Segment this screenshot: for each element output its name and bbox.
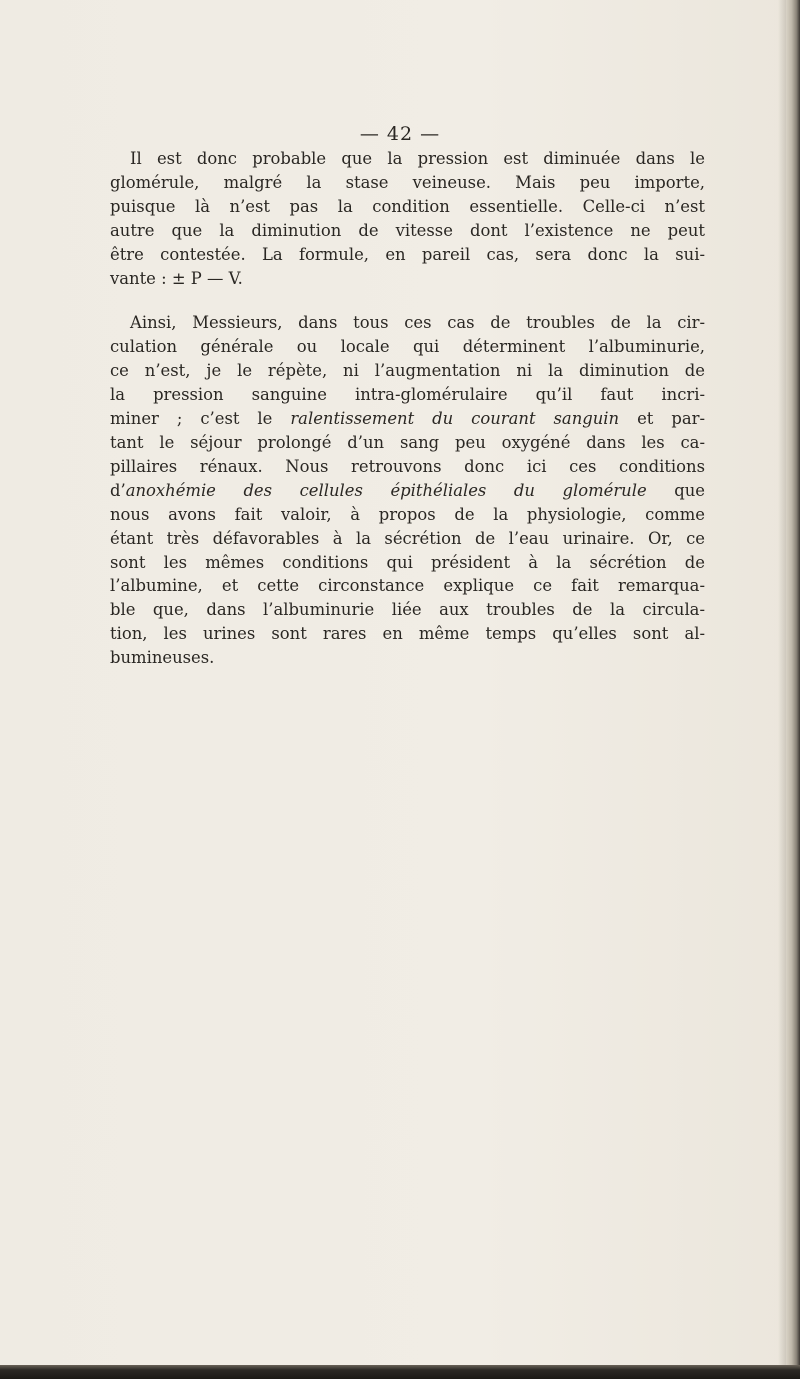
body-text: [110, 147, 705, 670]
text-line: l’albumine, et cette circonstance explique ce fait remarqua-: [110, 576, 705, 596]
text-line: pillaires rénaux. Nous retrouvons donc ici ces conditions: [110, 456, 705, 476]
text-line: tant le séjour prolongé d’un sang peu oxygéné dans les ca-: [110, 432, 705, 452]
page-bottom-edge: [0, 1365, 800, 1379]
text-line: ce n’est, je le répète, ni l’augmentation ni la diminution de: [110, 361, 705, 381]
text-line: Il est donc probable que la pression est diminuée dans le: [130, 149, 705, 168]
page-edge: [786, 0, 800, 1379]
text-line: la pression sanguine intra-glomérulaire qu’il faut incri-: [110, 385, 705, 405]
text-line: ble que, dans l’albuminurie liée aux troubles de la circula-: [110, 600, 705, 620]
text-line: vante : ± P — V.: [110, 268, 243, 288]
text-line: autre que la diminution de vitesse dont l’existence ne peut: [110, 220, 705, 240]
text-line: Ainsi, Messieurs, dans tous ces cas de troubles de la cir-: [130, 313, 705, 333]
text-line: sont les mêmes conditions qui président à la sécrétion de: [110, 552, 705, 572]
text-run: que: [646, 480, 705, 500]
text-run: d’: [110, 480, 126, 500]
paragraph-1: [110, 147, 705, 290]
emphasized-text: anoxhémie des cellules épithéliales du glomérule: [125, 480, 647, 500]
text-line-with-emphasis: [110, 407, 705, 431]
paragraph-2: [110, 311, 705, 670]
page-gutter-shadow: [778, 0, 786, 1379]
text-line: nous avons fait valoir, à propos de la physiologie, comme: [110, 504, 705, 524]
text-line: bumineuses.: [110, 648, 215, 668]
page-number: — 42 —: [359, 123, 441, 145]
text-line: étant très défavorables à la sécrétion de l’eau urinaire. Or, ce: [110, 528, 705, 548]
text-line: culation générale ou locale qui déterminent l’albuminurie,: [110, 337, 705, 357]
text-line: tion, les urines sont rares en même temps qu’elles sont al-: [110, 624, 705, 644]
text-line-with-emphasis: [110, 479, 705, 503]
text-line: puisque là n’est pas la condition essentielle. Celle-ci n’est: [110, 196, 705, 216]
text-line: glomérule, malgré la stase veineuse. Mais peu importe,: [110, 172, 705, 192]
text-run: et par-: [619, 409, 705, 429]
paragraph-gap: [110, 290, 705, 311]
emphasized-text: ralentissement du courant sanguin: [290, 409, 620, 429]
text-run: miner ; c’est le: [110, 409, 291, 429]
text-line: être contestée. La formule, en pareil cas, sera donc la sui-: [110, 244, 705, 264]
